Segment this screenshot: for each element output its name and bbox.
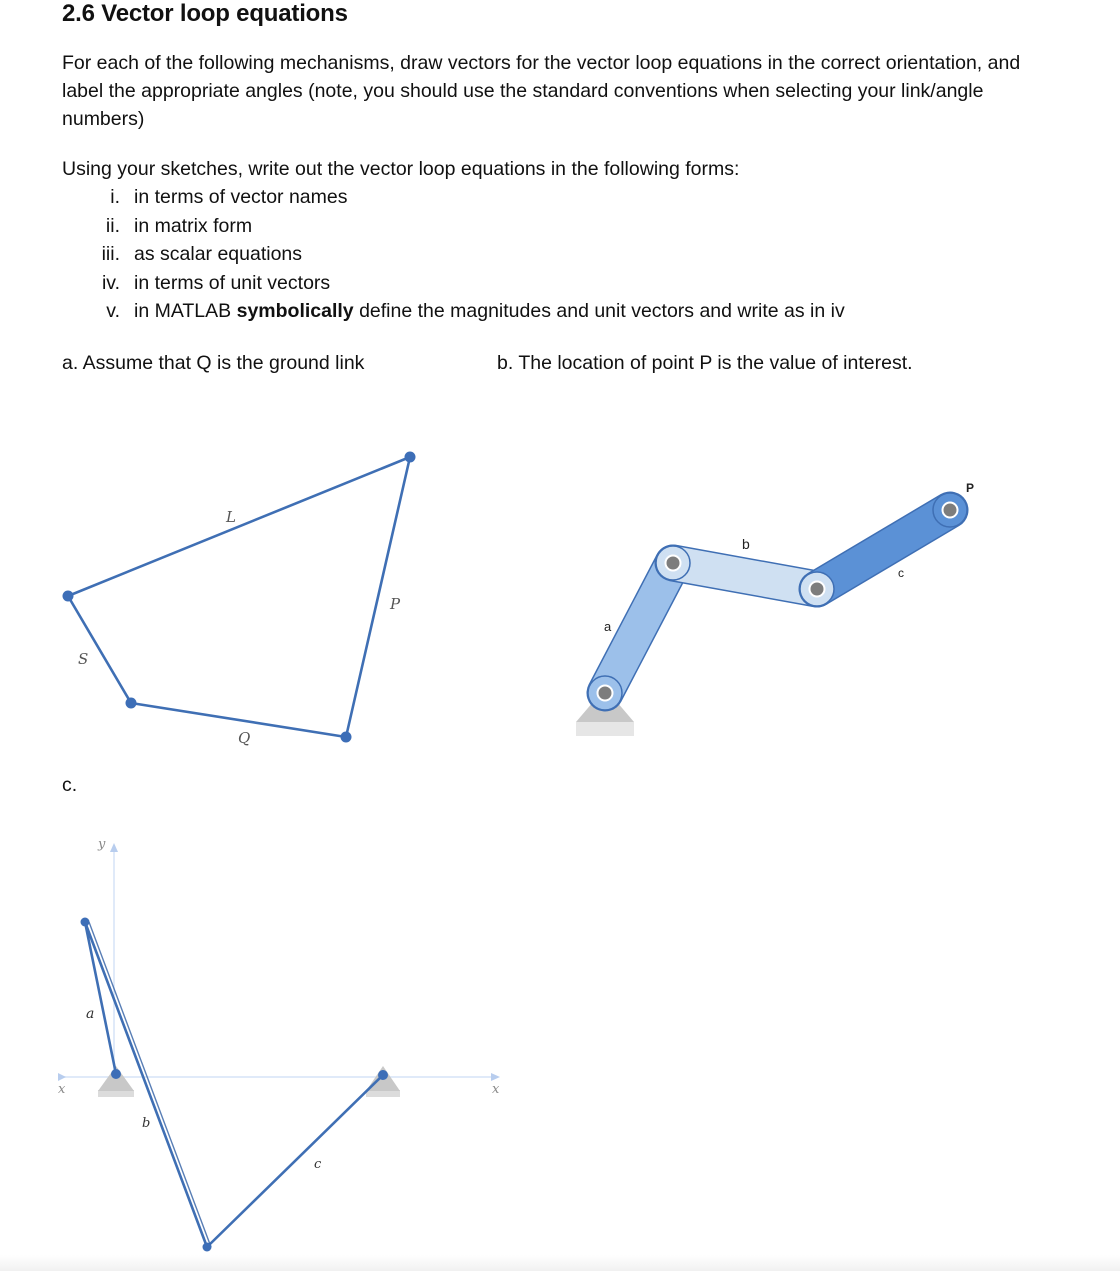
intro-paragraph: For each of the following mechanisms, draw vectors for the vector loop equations in the correct orientation, and label the appropriate angles (note, you should use the standard conventions when selecting your link/angle numbers) xyxy=(62,52,1021,130)
joint-dot xyxy=(111,1069,121,1079)
x-axis-arrow-left-icon xyxy=(58,1073,66,1081)
bottom-edge xyxy=(0,1255,1120,1271)
list-item: iii. as scalar equations xyxy=(101,243,303,265)
x-axis-arrow-icon xyxy=(491,1073,500,1081)
joint-dot xyxy=(203,1243,212,1252)
ground-base xyxy=(366,1090,400,1097)
part-c-caption: c. xyxy=(62,774,78,796)
link-label-c: c xyxy=(898,566,904,580)
link-label-c: c xyxy=(314,1157,322,1172)
link-a xyxy=(605,563,673,693)
joint-dot xyxy=(81,918,90,927)
part-b-caption: b. The location of point P is the value of interest. xyxy=(497,352,913,374)
joint-dot xyxy=(378,1070,388,1080)
pin-joint xyxy=(666,556,681,571)
figure-a-fourbar xyxy=(63,452,416,748)
part-a-caption: a. Assume that Q is the ground link xyxy=(62,352,365,374)
figure-c-linkage xyxy=(58,837,500,1252)
section-title: 2.6 Vector loop equations xyxy=(62,0,348,27)
y-axis-arrow-icon xyxy=(110,843,118,852)
ground-base xyxy=(98,1090,134,1097)
list-item: iv. in terms of unit vectors xyxy=(101,271,331,294)
axis-label-y: y xyxy=(98,837,106,852)
axis-label-x-left: x xyxy=(58,1082,66,1097)
fourbar-links xyxy=(68,457,410,737)
link-label-S: S xyxy=(78,650,89,668)
ground-base xyxy=(576,722,634,736)
link-label-P: P xyxy=(390,595,401,613)
list-item: i. in terms of vector names xyxy=(110,186,348,208)
link-label-a: a xyxy=(604,619,612,634)
link-c xyxy=(817,510,950,589)
joint-dot xyxy=(63,591,74,602)
link-label-Q: Q xyxy=(238,729,251,747)
axis-label-x-right: x xyxy=(492,1082,500,1097)
list-item: ii. in matrix form xyxy=(105,214,253,237)
figure-b-arm xyxy=(576,481,974,736)
link-label-L: L xyxy=(226,508,236,526)
link-label-a: a xyxy=(86,1006,95,1022)
link-chain xyxy=(85,922,383,1247)
pin-joint xyxy=(598,686,613,701)
link-label-b: b xyxy=(142,1116,151,1131)
pin-joint xyxy=(810,582,825,597)
instruction-text: Using your sketches, write out the vector loop equations in the following forms: xyxy=(62,158,740,180)
link-label-b: b xyxy=(742,536,750,552)
joint-dot xyxy=(405,452,416,463)
list-item: v. in MATLAB symbolically define the magnitudes and unit vectors and write as in iv xyxy=(106,300,845,322)
pin-joint xyxy=(943,503,958,518)
joint-dot xyxy=(126,698,137,709)
point-label-P: P xyxy=(966,481,975,495)
joint-dot xyxy=(341,732,352,743)
